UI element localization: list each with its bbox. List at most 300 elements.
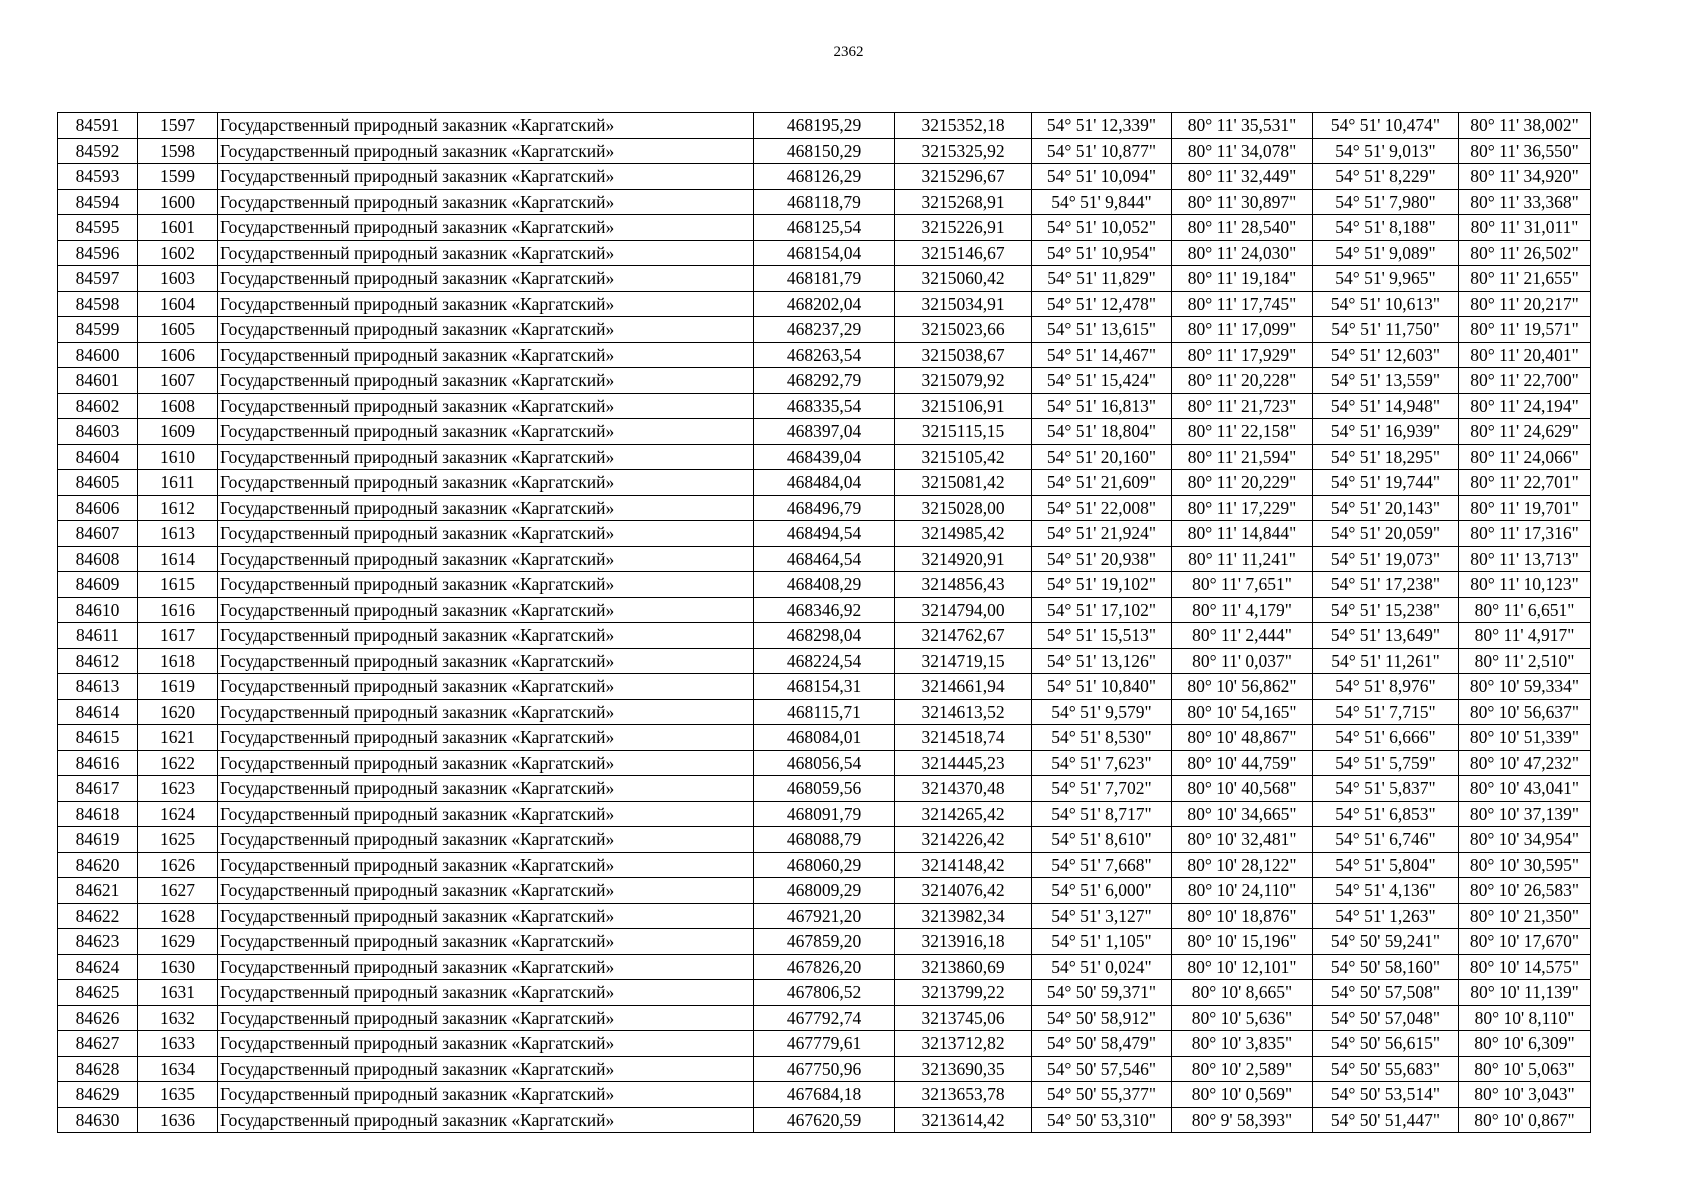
longitude-2-cell: 80° 11' 10,123" <box>1459 572 1591 598</box>
table-row <box>58 521 1591 547</box>
longitude-1-cell: 80° 11' 14,844" <box>1172 521 1313 547</box>
coord-y-cell: 3215106,91 <box>895 393 1032 419</box>
longitude-2-cell: 80° 11' 24,066" <box>1459 444 1591 470</box>
latitude-1-cell: 54° 51' 21,609" <box>1032 470 1172 496</box>
territory-name-cell: Государственный природный заказник «Каргатский» <box>218 113 754 139</box>
coord-y-cell: 3214719,15 <box>895 648 1032 674</box>
longitude-2-cell: 80° 10' 59,334" <box>1459 674 1591 700</box>
latitude-1-cell: 54° 51' 17,102" <box>1032 597 1172 623</box>
latitude-1-cell: 54° 51' 8,717" <box>1032 801 1172 827</box>
coord-x-cell: 468346,92 <box>754 597 895 623</box>
latitude-2-cell: 54° 51' 17,238" <box>1313 572 1459 598</box>
coord-x-cell: 468126,29 <box>754 164 895 190</box>
table-row <box>58 470 1591 496</box>
longitude-1-cell: 80° 11' 2,444" <box>1172 623 1313 649</box>
coord-y-cell: 3214661,94 <box>895 674 1032 700</box>
coord-y-cell: 3214226,42 <box>895 827 1032 853</box>
record-number-cell: 84615 <box>58 725 138 751</box>
coord-y-cell: 3214613,52 <box>895 699 1032 725</box>
coord-x-cell: 468154,31 <box>754 674 895 700</box>
table-row <box>58 852 1591 878</box>
longitude-2-cell: 80° 10' 0,867" <box>1459 1107 1591 1133</box>
coord-x-cell: 468091,79 <box>754 801 895 827</box>
longitude-2-cell: 80° 10' 21,350" <box>1459 903 1591 929</box>
coord-y-cell: 3213916,18 <box>895 929 1032 955</box>
coord-x-cell: 468115,71 <box>754 699 895 725</box>
coord-y-cell: 3215268,91 <box>895 189 1032 215</box>
table-row <box>58 317 1591 343</box>
longitude-2-cell: 80° 11' 19,701" <box>1459 495 1591 521</box>
table-row <box>58 393 1591 419</box>
longitude-2-cell: 80° 10' 26,583" <box>1459 878 1591 904</box>
point-number-cell: 1628 <box>138 903 218 929</box>
latitude-1-cell: 54° 51' 7,623" <box>1032 750 1172 776</box>
latitude-1-cell: 54° 51' 12,339" <box>1032 113 1172 139</box>
coord-x-cell: 468496,79 <box>754 495 895 521</box>
record-number-cell: 84614 <box>58 699 138 725</box>
longitude-1-cell: 80° 10' 40,568" <box>1172 776 1313 802</box>
longitude-1-cell: 80° 11' 17,229" <box>1172 495 1313 521</box>
latitude-2-cell: 54° 51' 13,559" <box>1313 368 1459 394</box>
coord-x-cell: 467684,18 <box>754 1082 895 1108</box>
territory-name-cell: Государственный природный заказник «Каргатский» <box>218 699 754 725</box>
latitude-2-cell: 54° 51' 6,746" <box>1313 827 1459 853</box>
record-number-cell: 84622 <box>58 903 138 929</box>
record-number-cell: 84625 <box>58 980 138 1006</box>
record-number-cell: 84607 <box>58 521 138 547</box>
point-number-cell: 1626 <box>138 852 218 878</box>
longitude-1-cell: 80° 11' 28,540" <box>1172 215 1313 241</box>
latitude-2-cell: 54° 51' 8,976" <box>1313 674 1459 700</box>
longitude-2-cell: 80° 11' 34,920" <box>1459 164 1591 190</box>
longitude-2-cell: 80° 10' 8,110" <box>1459 1005 1591 1031</box>
table-row <box>58 699 1591 725</box>
longitude-2-cell: 80° 10' 3,043" <box>1459 1082 1591 1108</box>
territory-name-cell: Государственный природный заказник «Каргатский» <box>218 189 754 215</box>
coord-y-cell: 3214920,91 <box>895 546 1032 572</box>
record-number-cell: 84623 <box>58 929 138 955</box>
point-number-cell: 1631 <box>138 980 218 1006</box>
longitude-1-cell: 80° 10' 28,122" <box>1172 852 1313 878</box>
territory-name-cell: Государственный природный заказник «Каргатский» <box>218 929 754 955</box>
point-number-cell: 1636 <box>138 1107 218 1133</box>
coord-y-cell: 3215023,66 <box>895 317 1032 343</box>
latitude-1-cell: 54° 51' 11,829" <box>1032 266 1172 292</box>
longitude-2-cell: 80° 11' 22,700" <box>1459 368 1591 394</box>
territory-name-cell: Государственный природный заказник «Каргатский» <box>218 368 754 394</box>
territory-name-cell: Государственный природный заказник «Каргатский» <box>218 1082 754 1108</box>
coord-x-cell: 468298,04 <box>754 623 895 649</box>
record-number-cell: 84611 <box>58 623 138 649</box>
point-number-cell: 1619 <box>138 674 218 700</box>
territory-name-cell: Государственный природный заказник «Каргатский» <box>218 291 754 317</box>
record-number-cell: 84612 <box>58 648 138 674</box>
coord-y-cell: 3214370,48 <box>895 776 1032 802</box>
latitude-1-cell: 54° 51' 19,102" <box>1032 572 1172 598</box>
coord-x-cell: 468335,54 <box>754 393 895 419</box>
latitude-2-cell: 54° 50' 59,241" <box>1313 929 1459 955</box>
record-number-cell: 84629 <box>58 1082 138 1108</box>
longitude-1-cell: 80° 11' 32,449" <box>1172 164 1313 190</box>
table-row <box>58 980 1591 1006</box>
table-row <box>58 725 1591 751</box>
latitude-1-cell: 54° 51' 10,840" <box>1032 674 1172 700</box>
record-number-cell: 84596 <box>58 240 138 266</box>
table-row <box>58 1107 1591 1133</box>
table-row <box>58 113 1591 139</box>
latitude-1-cell: 54° 51' 13,126" <box>1032 648 1172 674</box>
longitude-2-cell: 80° 11' 22,701" <box>1459 470 1591 496</box>
latitude-2-cell: 54° 51' 9,965" <box>1313 266 1459 292</box>
territory-name-cell: Государственный природный заказник «Каргатский» <box>218 776 754 802</box>
table-row <box>58 903 1591 929</box>
latitude-2-cell: 54° 50' 53,514" <box>1313 1082 1459 1108</box>
territory-name-cell: Государственный природный заказник «Каргатский» <box>218 393 754 419</box>
territory-name-cell: Государственный природный заказник «Каргатский» <box>218 801 754 827</box>
latitude-1-cell: 54° 51' 8,530" <box>1032 725 1172 751</box>
record-number-cell: 84600 <box>58 342 138 368</box>
longitude-1-cell: 80° 10' 5,636" <box>1172 1005 1313 1031</box>
longitude-1-cell: 80° 10' 8,665" <box>1172 980 1313 1006</box>
latitude-2-cell: 54° 50' 51,447" <box>1313 1107 1459 1133</box>
table-row <box>58 750 1591 776</box>
point-number-cell: 1621 <box>138 725 218 751</box>
latitude-1-cell: 54° 51' 22,008" <box>1032 495 1172 521</box>
latitude-2-cell: 54° 50' 55,683" <box>1313 1056 1459 1082</box>
coord-x-cell: 468195,29 <box>754 113 895 139</box>
table-row <box>58 776 1591 802</box>
table-row <box>58 189 1591 215</box>
longitude-2-cell: 80° 11' 31,011" <box>1459 215 1591 241</box>
table-row <box>58 546 1591 572</box>
point-number-cell: 1618 <box>138 648 218 674</box>
longitude-1-cell: 80° 10' 3,835" <box>1172 1031 1313 1057</box>
latitude-2-cell: 54° 51' 19,744" <box>1313 470 1459 496</box>
territory-name-cell: Государственный природный заказник «Каргатский» <box>218 1107 754 1133</box>
table-row <box>58 954 1591 980</box>
longitude-2-cell: 80° 11' 2,510" <box>1459 648 1591 674</box>
longitude-2-cell: 80° 10' 34,954" <box>1459 827 1591 853</box>
longitude-2-cell: 80° 11' 20,217" <box>1459 291 1591 317</box>
latitude-1-cell: 54° 51' 20,938" <box>1032 546 1172 572</box>
table-row <box>58 572 1591 598</box>
record-number-cell: 84624 <box>58 954 138 980</box>
territory-name-cell: Государственный природный заказник «Каргатский» <box>218 725 754 751</box>
record-number-cell: 84595 <box>58 215 138 241</box>
table-row <box>58 623 1591 649</box>
longitude-2-cell: 80° 11' 26,502" <box>1459 240 1591 266</box>
coord-y-cell: 3214762,67 <box>895 623 1032 649</box>
record-number-cell: 84627 <box>58 1031 138 1057</box>
longitude-1-cell: 80° 10' 32,481" <box>1172 827 1313 853</box>
latitude-2-cell: 54° 51' 8,229" <box>1313 164 1459 190</box>
territory-name-cell: Государственный природный заказник «Каргатский» <box>218 444 754 470</box>
coord-x-cell: 468237,29 <box>754 317 895 343</box>
latitude-1-cell: 54° 50' 53,310" <box>1032 1107 1172 1133</box>
coord-y-cell: 3213745,06 <box>895 1005 1032 1031</box>
record-number-cell: 84593 <box>58 164 138 190</box>
territory-name-cell: Государственный природный заказник «Каргатский» <box>218 266 754 292</box>
latitude-2-cell: 54° 51' 15,238" <box>1313 597 1459 623</box>
longitude-1-cell: 80° 10' 48,867" <box>1172 725 1313 751</box>
latitude-1-cell: 54° 51' 7,702" <box>1032 776 1172 802</box>
longitude-2-cell: 80° 11' 4,917" <box>1459 623 1591 649</box>
longitude-2-cell: 80° 11' 6,651" <box>1459 597 1591 623</box>
coord-y-cell: 3213860,69 <box>895 954 1032 980</box>
longitude-2-cell: 80° 10' 11,139" <box>1459 980 1591 1006</box>
table-row <box>58 674 1591 700</box>
record-number-cell: 84619 <box>58 827 138 853</box>
point-number-cell: 1622 <box>138 750 218 776</box>
latitude-2-cell: 54° 51' 7,980" <box>1313 189 1459 215</box>
coord-x-cell: 468224,54 <box>754 648 895 674</box>
point-number-cell: 1634 <box>138 1056 218 1082</box>
coord-x-cell: 467792,74 <box>754 1005 895 1031</box>
latitude-2-cell: 54° 51' 13,649" <box>1313 623 1459 649</box>
coord-y-cell: 3213799,22 <box>895 980 1032 1006</box>
record-number-cell: 84598 <box>58 291 138 317</box>
longitude-2-cell: 80° 11' 24,194" <box>1459 393 1591 419</box>
coord-y-cell: 3215115,15 <box>895 419 1032 445</box>
point-number-cell: 1606 <box>138 342 218 368</box>
table-row <box>58 1031 1591 1057</box>
territory-name-cell: Государственный природный заказник «Каргатский» <box>218 750 754 776</box>
latitude-1-cell: 54° 51' 20,160" <box>1032 444 1172 470</box>
coord-x-cell: 468084,01 <box>754 725 895 751</box>
coord-x-cell: 467859,20 <box>754 929 895 955</box>
longitude-2-cell: 80° 11' 33,368" <box>1459 189 1591 215</box>
table-row <box>58 878 1591 904</box>
coord-y-cell: 3214148,42 <box>895 852 1032 878</box>
coord-x-cell: 468202,04 <box>754 291 895 317</box>
record-number-cell: 84628 <box>58 1056 138 1082</box>
longitude-1-cell: 80° 11' 30,897" <box>1172 189 1313 215</box>
record-number-cell: 84620 <box>58 852 138 878</box>
longitude-1-cell: 80° 11' 35,531" <box>1172 113 1313 139</box>
latitude-2-cell: 54° 50' 57,048" <box>1313 1005 1459 1031</box>
longitude-2-cell: 80° 10' 30,595" <box>1459 852 1591 878</box>
point-number-cell: 1623 <box>138 776 218 802</box>
record-number-cell: 84591 <box>58 113 138 139</box>
table-row <box>58 291 1591 317</box>
point-number-cell: 1635 <box>138 1082 218 1108</box>
latitude-1-cell: 54° 50' 58,479" <box>1032 1031 1172 1057</box>
longitude-1-cell: 80° 11' 7,651" <box>1172 572 1313 598</box>
longitude-1-cell: 80° 10' 15,196" <box>1172 929 1313 955</box>
table-body <box>58 113 1591 1133</box>
latitude-2-cell: 54° 50' 58,160" <box>1313 954 1459 980</box>
longitude-1-cell: 80° 10' 34,665" <box>1172 801 1313 827</box>
point-number-cell: 1602 <box>138 240 218 266</box>
coord-x-cell: 468150,29 <box>754 138 895 164</box>
coord-x-cell: 468088,79 <box>754 827 895 853</box>
table-row <box>58 929 1591 955</box>
latitude-2-cell: 54° 51' 1,263" <box>1313 903 1459 929</box>
latitude-2-cell: 54° 50' 57,508" <box>1313 980 1459 1006</box>
record-number-cell: 84592 <box>58 138 138 164</box>
point-number-cell: 1603 <box>138 266 218 292</box>
coord-y-cell: 3215226,91 <box>895 215 1032 241</box>
longitude-1-cell: 80° 11' 0,037" <box>1172 648 1313 674</box>
territory-name-cell: Государственный природный заказник «Каргатский» <box>218 138 754 164</box>
territory-name-cell: Государственный природный заказник «Каргатский» <box>218 852 754 878</box>
coord-x-cell: 468181,79 <box>754 266 895 292</box>
latitude-1-cell: 54° 51' 9,844" <box>1032 189 1172 215</box>
territory-name-cell: Государственный природный заказник «Каргатский» <box>218 674 754 700</box>
latitude-1-cell: 54° 51' 18,804" <box>1032 419 1172 445</box>
point-number-cell: 1600 <box>138 189 218 215</box>
longitude-1-cell: 80° 10' 2,589" <box>1172 1056 1313 1082</box>
latitude-1-cell: 54° 51' 7,668" <box>1032 852 1172 878</box>
coord-x-cell: 468484,04 <box>754 470 895 496</box>
latitude-2-cell: 54° 51' 12,603" <box>1313 342 1459 368</box>
longitude-1-cell: 80° 11' 20,229" <box>1172 470 1313 496</box>
latitude-1-cell: 54° 51' 3,127" <box>1032 903 1172 929</box>
coord-x-cell: 468125,54 <box>754 215 895 241</box>
point-number-cell: 1615 <box>138 572 218 598</box>
latitude-1-cell: 54° 51' 10,094" <box>1032 164 1172 190</box>
latitude-1-cell: 54° 51' 15,424" <box>1032 368 1172 394</box>
record-number-cell: 84613 <box>58 674 138 700</box>
table-row <box>58 801 1591 827</box>
latitude-1-cell: 54° 51' 8,610" <box>1032 827 1172 853</box>
latitude-1-cell: 54° 51' 13,615" <box>1032 317 1172 343</box>
territory-name-cell: Государственный природный заказник «Каргатский» <box>218 164 754 190</box>
point-number-cell: 1610 <box>138 444 218 470</box>
territory-name-cell: Государственный природный заказник «Каргатский» <box>218 495 754 521</box>
record-number-cell: 84618 <box>58 801 138 827</box>
coord-y-cell: 3214445,23 <box>895 750 1032 776</box>
record-number-cell: 84610 <box>58 597 138 623</box>
longitude-2-cell: 80° 11' 24,629" <box>1459 419 1591 445</box>
territory-name-cell: Государственный природный заказник «Каргатский» <box>218 827 754 853</box>
table-row <box>58 368 1591 394</box>
coord-y-cell: 3215034,91 <box>895 291 1032 317</box>
longitude-1-cell: 80° 10' 12,101" <box>1172 954 1313 980</box>
table-row <box>58 648 1591 674</box>
longitude-2-cell: 80° 11' 36,550" <box>1459 138 1591 164</box>
coord-y-cell: 3214518,74 <box>895 725 1032 751</box>
territory-name-cell: Государственный природный заказник «Каргатский» <box>218 240 754 266</box>
territory-name-cell: Государственный природный заказник «Каргатский» <box>218 342 754 368</box>
latitude-2-cell: 54° 50' 56,615" <box>1313 1031 1459 1057</box>
coord-y-cell: 3215081,42 <box>895 470 1032 496</box>
table-row <box>58 1082 1591 1108</box>
longitude-1-cell: 80° 11' 17,745" <box>1172 291 1313 317</box>
territory-name-cell: Государственный природный заказник «Каргатский» <box>218 878 754 904</box>
point-number-cell: 1605 <box>138 317 218 343</box>
longitude-2-cell: 80° 10' 43,041" <box>1459 776 1591 802</box>
point-number-cell: 1627 <box>138 878 218 904</box>
point-number-cell: 1599 <box>138 164 218 190</box>
latitude-2-cell: 54° 51' 14,948" <box>1313 393 1459 419</box>
coord-x-cell: 467620,59 <box>754 1107 895 1133</box>
latitude-1-cell: 54° 51' 16,813" <box>1032 393 1172 419</box>
table-row <box>58 827 1591 853</box>
latitude-1-cell: 54° 50' 58,912" <box>1032 1005 1172 1031</box>
latitude-2-cell: 54° 51' 5,759" <box>1313 750 1459 776</box>
longitude-2-cell: 80° 11' 20,401" <box>1459 342 1591 368</box>
coord-y-cell: 3213614,42 <box>895 1107 1032 1133</box>
coord-x-cell: 468009,29 <box>754 878 895 904</box>
point-number-cell: 1620 <box>138 699 218 725</box>
table-row <box>58 597 1591 623</box>
territory-name-cell: Государственный природный заказник «Каргатский» <box>218 470 754 496</box>
longitude-1-cell: 80° 10' 54,165" <box>1172 699 1313 725</box>
latitude-1-cell: 54° 51' 12,478" <box>1032 291 1172 317</box>
longitude-1-cell: 80° 11' 24,030" <box>1172 240 1313 266</box>
table-row <box>58 419 1591 445</box>
record-number-cell: 84601 <box>58 368 138 394</box>
coord-y-cell: 3215146,67 <box>895 240 1032 266</box>
latitude-2-cell: 54° 51' 10,474" <box>1313 113 1459 139</box>
latitude-1-cell: 54° 50' 59,371" <box>1032 980 1172 1006</box>
table-row <box>58 444 1591 470</box>
point-number-cell: 1604 <box>138 291 218 317</box>
latitude-2-cell: 54° 51' 9,089" <box>1313 240 1459 266</box>
territory-name-cell: Государственный природный заказник «Каргатский» <box>218 521 754 547</box>
point-number-cell: 1625 <box>138 827 218 853</box>
coord-x-cell: 468464,54 <box>754 546 895 572</box>
longitude-2-cell: 80° 10' 17,670" <box>1459 929 1591 955</box>
coord-x-cell: 468154,04 <box>754 240 895 266</box>
latitude-2-cell: 54° 51' 9,013" <box>1313 138 1459 164</box>
latitude-1-cell: 54° 50' 57,546" <box>1032 1056 1172 1082</box>
table-row <box>58 1056 1591 1082</box>
latitude-2-cell: 54° 51' 7,715" <box>1313 699 1459 725</box>
longitude-1-cell: 80° 10' 24,110" <box>1172 878 1313 904</box>
latitude-1-cell: 54° 51' 9,579" <box>1032 699 1172 725</box>
coord-y-cell: 3215296,67 <box>895 164 1032 190</box>
coord-y-cell: 3215352,18 <box>895 113 1032 139</box>
latitude-2-cell: 54° 51' 16,939" <box>1313 419 1459 445</box>
coord-x-cell: 468059,56 <box>754 776 895 802</box>
record-number-cell: 84606 <box>58 495 138 521</box>
coord-y-cell: 3214985,42 <box>895 521 1032 547</box>
coord-x-cell: 467779,61 <box>754 1031 895 1057</box>
longitude-1-cell: 80° 10' 18,876" <box>1172 903 1313 929</box>
coord-x-cell: 468397,04 <box>754 419 895 445</box>
coord-x-cell: 468056,54 <box>754 750 895 776</box>
territory-name-cell: Государственный природный заказник «Каргатский» <box>218 317 754 343</box>
coord-x-cell: 468292,79 <box>754 368 895 394</box>
table-row <box>58 164 1591 190</box>
point-number-cell: 1629 <box>138 929 218 955</box>
table-row <box>58 1005 1591 1031</box>
coord-y-cell: 3215028,00 <box>895 495 1032 521</box>
latitude-2-cell: 54° 51' 18,295" <box>1313 444 1459 470</box>
table-row <box>58 240 1591 266</box>
table-row <box>58 495 1591 521</box>
point-number-cell: 1608 <box>138 393 218 419</box>
record-number-cell: 84605 <box>58 470 138 496</box>
territory-name-cell: Государственный природный заказник «Каргатский» <box>218 597 754 623</box>
coord-y-cell: 3215079,92 <box>895 368 1032 394</box>
point-number-cell: 1633 <box>138 1031 218 1057</box>
record-number-cell: 84603 <box>58 419 138 445</box>
longitude-2-cell: 80° 10' 14,575" <box>1459 954 1591 980</box>
latitude-2-cell: 54° 51' 20,059" <box>1313 521 1459 547</box>
longitude-1-cell: 80° 11' 4,179" <box>1172 597 1313 623</box>
point-number-cell: 1617 <box>138 623 218 649</box>
longitude-1-cell: 80° 11' 21,723" <box>1172 393 1313 419</box>
coord-y-cell: 3213690,35 <box>895 1056 1032 1082</box>
longitude-2-cell: 80° 10' 37,139" <box>1459 801 1591 827</box>
table-row <box>58 266 1591 292</box>
territory-name-cell: Государственный природный заказник «Каргатский» <box>218 215 754 241</box>
latitude-1-cell: 54° 51' 14,467" <box>1032 342 1172 368</box>
longitude-1-cell: 80° 11' 17,099" <box>1172 317 1313 343</box>
